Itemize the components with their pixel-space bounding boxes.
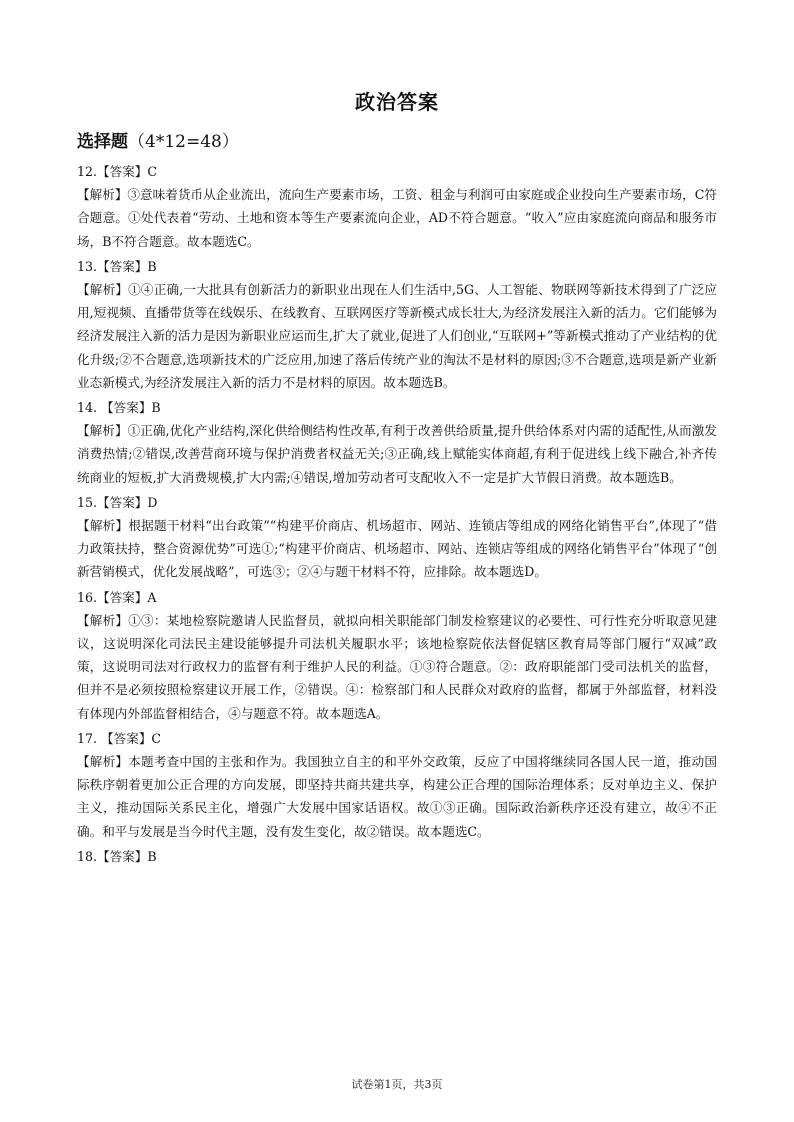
answer-line-16: 16.【答案】A — [77, 589, 157, 605]
analysis-16: 【解析】①③：某地检察院邀请人民监督员，就拟向相关职能部门制发检察建议的必要性、可行性充分听取意见建议，这说明深化司法民主建设能够提升司法机关履职水平；该地检察院依法督促辖区教育局等部门履行“双减”政策，这说明司法对行政权力的监督有利于维护人民的利益。①③符合题意。②：政府职能部门受司法机关的监督，但并不是必须按照检察建议开展工作，②错误。④：检察部门和人民群众对政府的监督，都属于外部监督，材料没有体现内外部监督相结合，④与题意不符。故本题选A。 — [77, 612, 717, 721]
analysis-15: 【解析】根据题干材料“出台政策”“构建平价商店、机场超市、网站、连锁店等组成的网络化销售平台”,体现了“借力政策扶持，整合资源优势”可选①;“构建平价商店、机场超市、网站、连锁店等组成的网络化销售平台”体现了“创新营销模式，优化发展战略”，可选③；②④与题干材料不符，应排除。故本题选D。 — [77, 518, 717, 580]
answer-line-12: 12.【答案】C — [77, 164, 158, 179]
answer-line-14: 14. 【答案】B — [77, 400, 161, 416]
analysis-14: 【解析】①正确,优化产业结构,深化供给侧结构性改革,有利于改善供给质量,提升供给体系对内需的适配性,从而激发消费热情;②错误,改善营商环境与保护消费者权益无关;③正确,线上赋能实体商超,有利于促进线上线下融合,补齐传统商业的短板,扩大消费规模,扩大内需;④错误,增加劳动者可支配收入不一定是扩大节假日消费。故本题选B。 — [77, 423, 717, 485]
section-label: 选择题 — [77, 132, 128, 152]
answer-line-17: 17. 【答案】C — [77, 730, 162, 746]
answer-line-15: 15.【答案】D — [77, 494, 158, 510]
analysis-17: 【解析】本题考查中国的主张和作为。我国独立自主的和平外交政策，反应了中国将继续同各国人民一道，推动国际秩序朝着更加公正合理的方向发展，即坚持共商共建共享，构建公正合理的国际治理体系；反对单边主义、保护主义，推动国际关系民主化，增强广大发展中国家话语权。故①③正确。国际政治新秩序还没有建立，故④不正确。和平与发展是当今时代主题，没有发生变化，故②错误。故本题选C。 — [77, 754, 717, 839]
section-heading — [77, 127, 239, 152]
page-footer: 试卷第1页，共3页 — [351, 1078, 443, 1091]
analysis-12: 【解析】③意味着货币从企业流出，流向生产要素市场，工资、租金与利润可由家庭或企业投向生产要素市场，C符合题意。①处代表着“劳动、土地和资本等生产要素流向企业，AD不符合题意。“收入”应由家庭流向商品和服务市场，B不符合题意。故本题选C。 — [77, 187, 717, 249]
page-title: 政治答案 — [355, 90, 439, 114]
answer-list — [77, 158, 717, 868]
answer-line-18: 18.【答案】B — [77, 848, 157, 864]
answer-line-13: 13.【答案】B — [77, 258, 157, 274]
section-score: （4*12=48） — [128, 132, 239, 152]
analysis-13: 【解析】①④正确,一大批具有创新活力的新职业出现在人们生活中,5G、人工智能、物联网等新技术得到了广泛应用,短视频、直播带货等在线娱乐、在线教育、互联网医疗等新模式成长壮大,为经济发展注入新的活力。它们能够为经济发展注入新的活力是因为新职业应运而生,扩大了就业,促进了人们创业,“互联网+”等新模式推动了产业结构的优化升级;②不合题意,选项新技术的广泛应用,加速了落后传统产业的淘汰不是材料的原因;③不合题意,选项是新产业新业态新模式,为经济发展注入新的活力不是材料的原因。故本题选B。 — [77, 282, 717, 390]
